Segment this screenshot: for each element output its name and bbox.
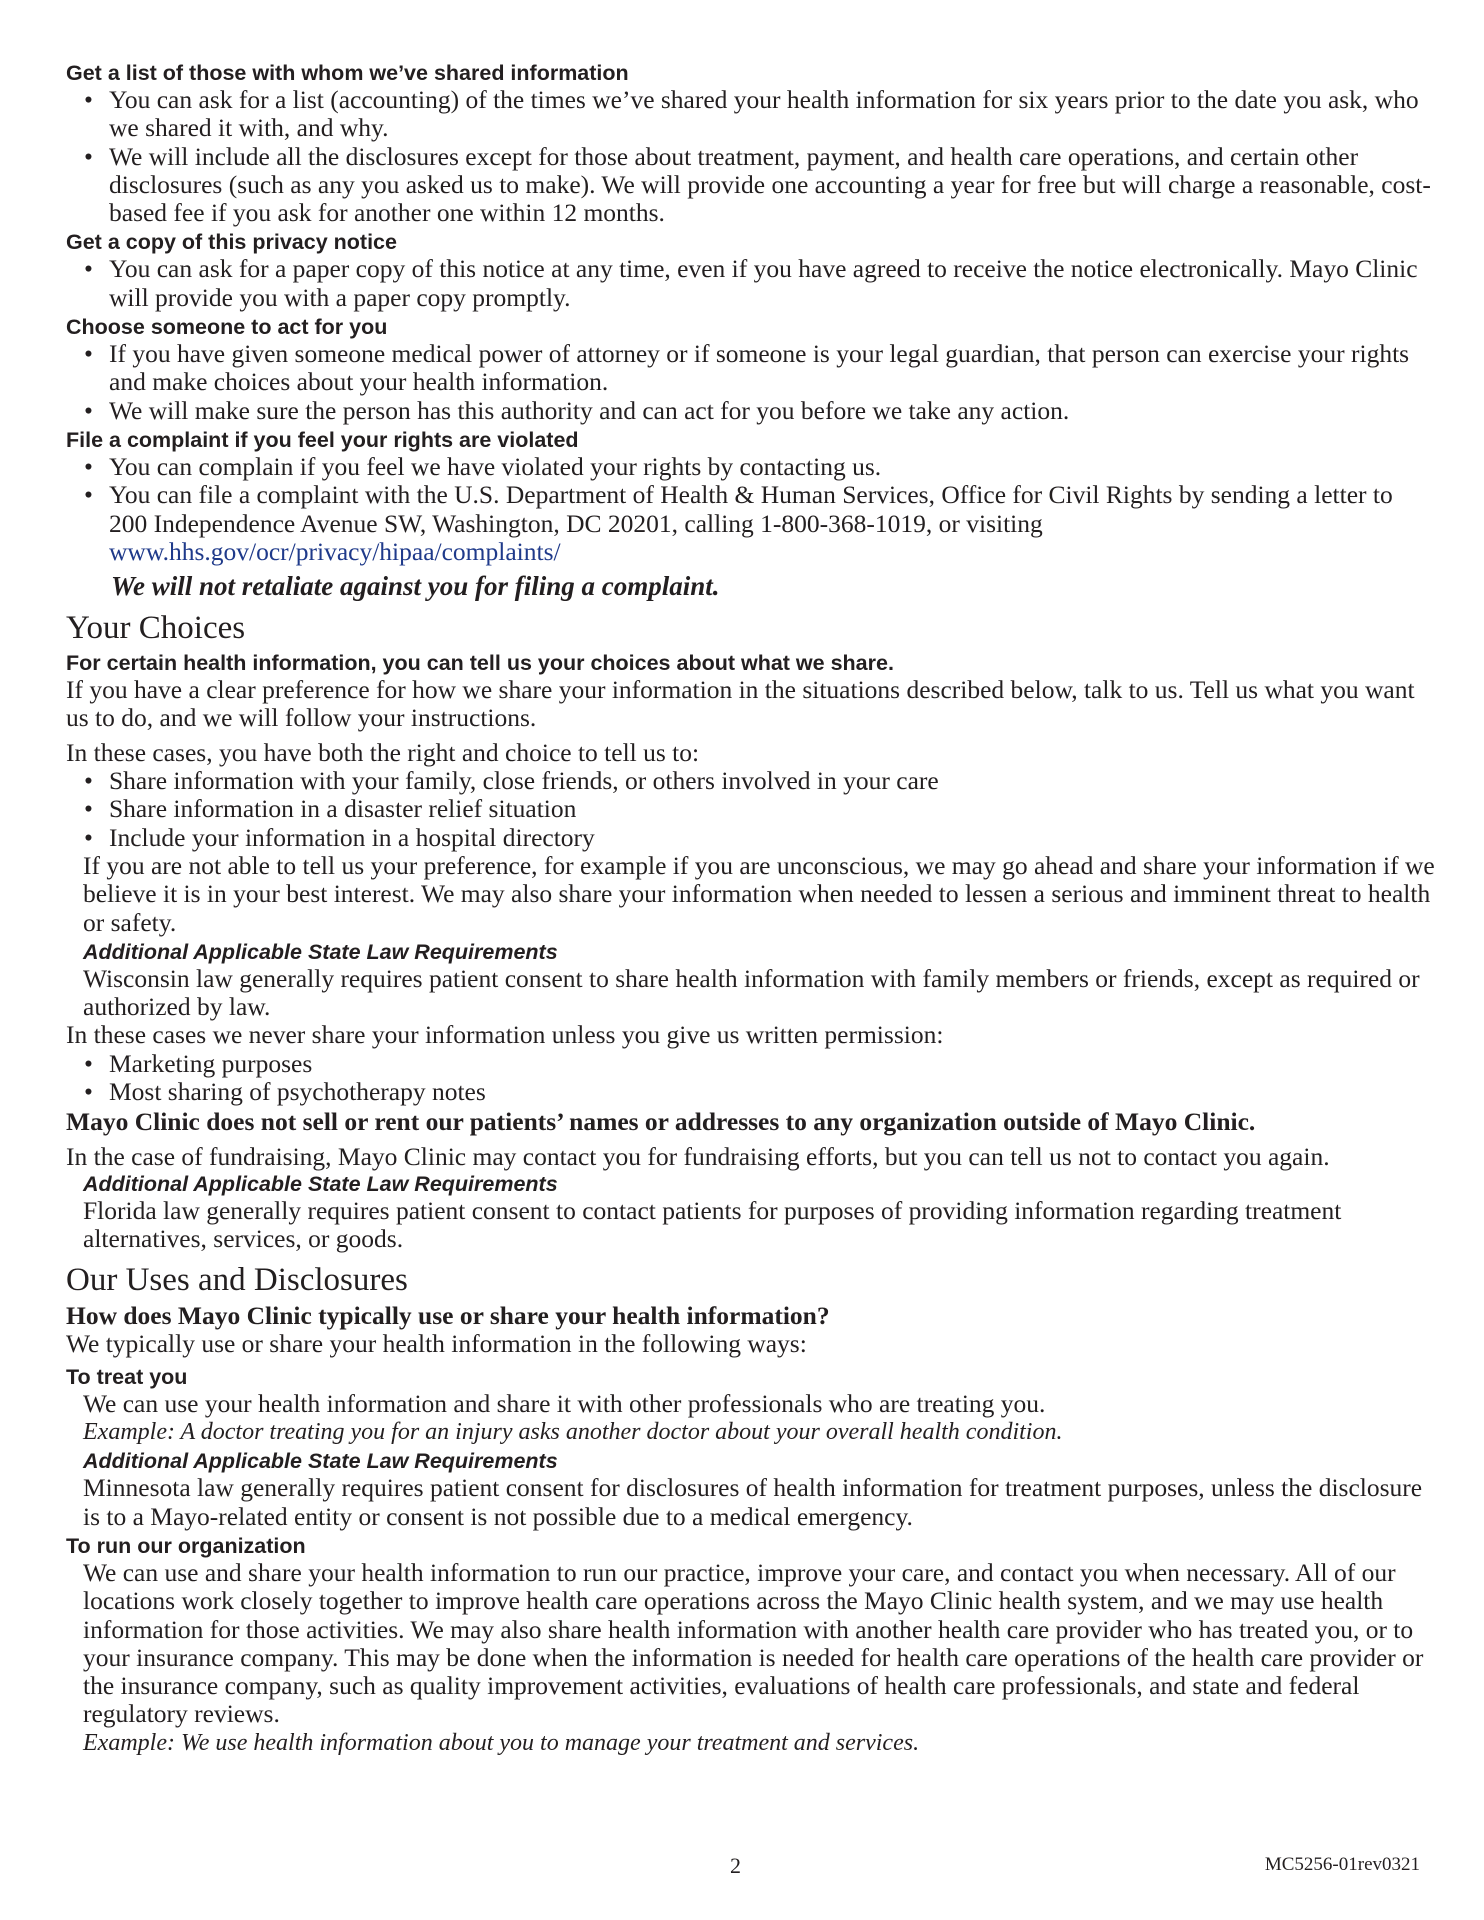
complaint-list — [66, 453, 1436, 566]
document-code: MC5256-01rev0321 — [1264, 1854, 1420, 1875]
no-sell-statement: Mayo Clinic does not sell or rent our patients’ names or addresses to any organization outside of Mayo Clinic. — [66, 1107, 1256, 1137]
uses-intro: We typically use or share your health information in the following ways: — [66, 1328, 807, 1358]
complaint-heading: File a complaint if you feel your rights are violated — [66, 427, 579, 452]
uses-section-title: Our Uses and Disclosures — [66, 1261, 408, 1298]
copy-notice-heading: Get a copy of this privacy notice — [66, 230, 397, 255]
list-item: • Marketing purposes — [84, 1048, 313, 1078]
state-law-heading-florida: Additional Applicable State Law Requirements — [83, 1171, 558, 1196]
choices-intro: If you have a clear preference for how we share your information in the situations described below, talk to us. Tell us what you want us to do, and we will follow your instructions. — [66, 675, 1415, 733]
list-item: • Share information with your family, close friends, or others involved in your care — [84, 766, 939, 796]
list-item: • You can complain if you feel we have violated your rights by contacting us. — [84, 451, 882, 481]
page-number: 2 — [730, 1853, 741, 1878]
choices-cases-intro: In these cases, you have both the right and choice to tell us to: — [66, 737, 700, 767]
choices-subheading: For certain health information, you can tell us your choices about what we share. — [66, 651, 894, 676]
no-retaliation-statement: We will not retaliate against you for filing a complaint. — [111, 571, 720, 602]
treat-example: Example: A doctor treating you for an injury asks another doctor about your overall health condition. — [83, 1419, 1063, 1446]
choices-unconscious-text: If you are not able to tell us your preference, for example if you are unconscious, we may go ahead and share your information if we believe it is in your best interest. We may also share your information when needed to lessen a serious and imminent threat to health or safety. — [83, 850, 1435, 937]
never-share-intro: In these cases we never share your information unless you give us written permission: — [66, 1020, 944, 1050]
minnesota-law-text: Minnesota law generally requires patient consent for disclosures of health information for treatment purposes, unless the disclosure is to a Mayo-related entity or consent is not possible due to a medical emergency. — [83, 1473, 1423, 1531]
treat-heading: To treat you — [66, 1365, 188, 1390]
list-item: • Most sharing of psychotherapy notes — [84, 1077, 486, 1107]
list-item: • You can ask for a list (accounting) of the times we’ve shared your health information for six years prior to the date you ask, who we shared it with, and why. — [84, 85, 1419, 143]
choices-section-title: Your Choices — [66, 610, 246, 647]
fundraising-text: In the case of fundraising, Mayo Clinic may contact you for fundraising efforts, but you can tell us not to contact you again. — [66, 1141, 1330, 1171]
document-page — [66, 60, 1436, 1757]
choose-someone-heading: Choose someone to act for you — [66, 315, 388, 340]
run-organization-text: We can use and share your health information to run our practice, improve your care, and contact you when necessary. All of our locations work closely together to improve health care operations across the Mayo Clinic health system, and we may use health information for those activities. We may also share health information with another health care provider who has treated you, or to your insurance company. This may be done when the information is needed for health care operations of the health care provider or the insurance company, such as quality improvement activities, evaluations of health care professionals, and state and federal regulatory reviews. — [83, 1557, 1424, 1729]
run-organization-example: Example: We use health information about you to manage your treatment and services. — [83, 1729, 920, 1756]
list-item: • You can file a complaint with the U.S. Department of Health & Human Services, Office for Civil Rights by sending a letter to 200 Independence Avenue SW, Washington, DC 20201, calling 1-800-368-1019, or visiting www.hhs.gov/ocr/privacy/hipaa/complaints/ — [84, 480, 1393, 566]
copy-notice-list — [66, 255, 1436, 312]
state-law-heading-minnesota: Additional Applicable State Law Requirements — [83, 1449, 558, 1474]
list-item: • You can ask for a paper copy of this notice at any time, even if you have agreed to receive the notice electronically. Mayo Clinic will provide you with a paper copy promptly. — [84, 254, 1418, 312]
uses-question: How does Mayo Clinic typically use or share your health information? — [66, 1300, 830, 1330]
list-item: • Include your information in a hospital directory — [84, 822, 595, 852]
hhs-complaints-link[interactable]: www.hhs.gov/ocr/privacy/hipaa/complaints/ — [109, 536, 561, 566]
list-item: • Share information in a disaster relief situation — [84, 794, 577, 824]
choose-someone-list — [66, 340, 1436, 425]
wisconsin-law-text: Wisconsin law generally requires patient consent to share health information with family members or friends, except as required or authorized by law. — [83, 963, 1420, 1022]
treat-text: We can use your health information and share it with other professionals who are treating you. — [83, 1389, 1046, 1419]
list-item: • We will include all the disclosures except for those about treatment, payment, and health care operations, and certain other disclosures (such as any you asked us to make). We will provide one accounting a year for free but will charge a reasonable, cost-based fee if you ask for another one within 12 months. — [84, 141, 1431, 228]
florida-law-text: Florida law generally requires patient consent to contact patients for purposes of providing information regarding treatment alternatives, services, or goods. — [83, 1195, 1342, 1254]
list-item: • If you have given someone medical power of attorney or if someone is your legal guardian, that person can exercise your rights and make choices about your health information. — [84, 339, 1410, 397]
accounting-heading: Get a list of those with whom we’ve shared information — [66, 61, 629, 85]
never-share-list — [66, 1050, 1436, 1107]
choices-cases-list — [66, 767, 1436, 852]
list-item: • We will make sure the person has this authority and can act for you before we take any action. — [84, 395, 1070, 425]
accounting-list — [66, 86, 1436, 227]
run-organization-heading: To run our organization — [66, 1533, 306, 1558]
state-law-heading-wisconsin: Additional Applicable State Law Requirements — [83, 939, 558, 964]
